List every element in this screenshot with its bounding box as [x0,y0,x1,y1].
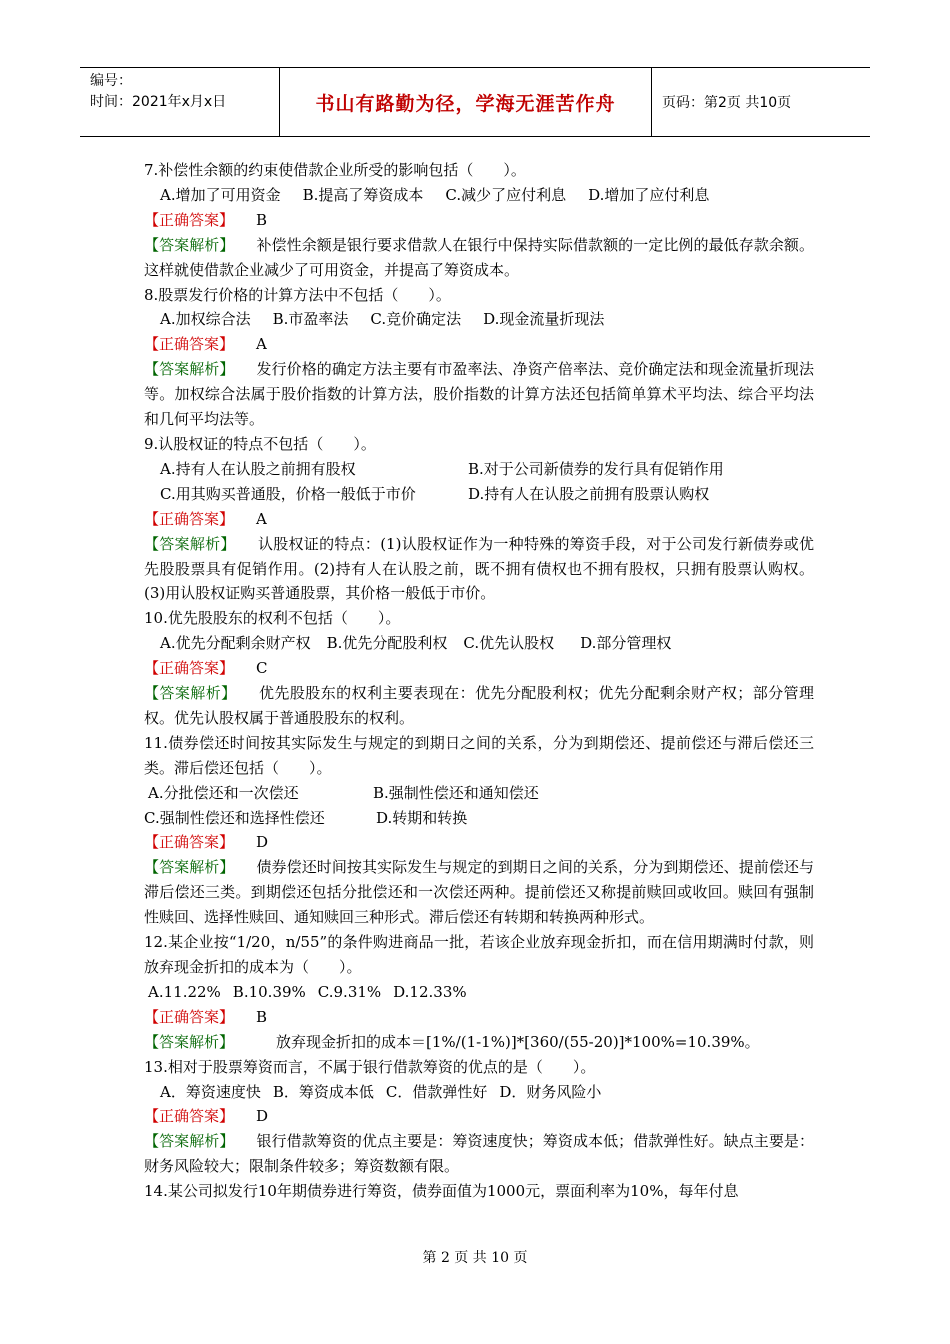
analysis-tag: 【答案解析】 [144,858,235,877]
analysis-tag: 【答案解析】 [144,235,235,254]
analysis-row [144,681,814,731]
option: B.强制性偿还和通知偿还 [373,783,539,802]
option: B.提高了筹资成本 [302,185,424,204]
option: A.分批偿还和一次偿还 [148,783,299,802]
question-options [144,482,814,507]
analysis-tag: 【答案解析】 [144,1132,235,1151]
option: A．筹资速度快 [160,1082,261,1101]
answer-value: D [256,833,269,852]
option: C.9.31% [317,982,382,1001]
analysis-row [144,1030,814,1055]
option: A.持有人在认股之前拥有股权 [160,459,356,478]
analysis-text: 银行借款筹资的优点主要是：筹资速度快；筹资成本低；借款弹性好。缺点主要是：财务风险较大；限制条件较多；筹资数额有限。 [144,1132,814,1176]
answer-value: B [256,1007,268,1026]
answer-value: B [256,210,268,229]
answer-row [144,507,814,532]
question-stem: 14.某公司拟发行10年期债券进行筹资，债券面值为1000元，票面利率为10%，每年付息 [144,1182,739,1201]
analysis-text: 认股权证的特点：(1)认股权证作为一种特殊的筹资手段，对于公司发行新债券或优先股股票具有促销作用。(2)持有人在认股之前，既不拥有债权也不拥有股权，只拥有股票认购权。(3)用认股权证购买普通股票，其价格一般低于市价。 [144,534,814,603]
question-stem: 12.某企业按“1/20，n/55”的条件购进商品一批，若该企业放弃现金折扣，而在信用期满时付款，则放弃现金折扣的成本为（ ）。 [144,933,814,976]
option: C.竞价确定法 [370,310,462,329]
question-options [144,806,814,831]
analysis-row [144,855,814,930]
analysis-row [144,1129,814,1179]
analysis-row [144,532,814,607]
analysis-tag: 【答案解析】 [144,684,237,703]
option: B.对于公司新债券的发行具有促销作用 [468,459,724,478]
header-motto: 书山有路勤为径，学海无涯苦作舟 [280,68,652,136]
question-stem: 11.债券偿还时间按其实际发生与规定的到期日之间的关系，分为到期偿还、提前偿还与滞后偿还三类。滞后偿还包括（ ）。 [144,733,814,777]
date-label: 时间：2021年x月x日 [90,94,227,110]
question-list [144,158,814,1204]
option: D.12.33% [393,982,467,1001]
analysis-text: 优先股股东的权利主要表现在：优先分配股利权；优先分配剩余财产权；部分管理权。优先认股权属于普通股股东的权利。 [144,684,814,727]
option: B.优先分配股利权 [326,634,448,653]
option: D.现金流量折现法 [483,310,605,329]
answer-tag: 【正确答案】 [144,509,235,528]
question-options [144,307,814,332]
answer-row [144,1005,814,1030]
analysis-tag: 【答案解析】 [144,534,236,553]
option: A.加权综合法 [160,310,251,329]
option: C.减少了应付利息 [445,185,567,204]
question-stem: 13.相对于股票筹资而言，不属于银行借款筹资的优点的是（ ）。 [144,1057,596,1076]
analysis-text: 补偿性余额是银行要求借款人在银行中保持实际借款额的一定比例的最低存款余额。这样就使借款企业减少了可用资金，并提高了筹资成本。 [144,235,814,279]
answer-tag: 【正确答案】 [144,210,235,229]
option: A.11.22% [148,982,221,1001]
analysis-text: 发行价格的确定方法主要有市盈率法、净资产倍率法、竞价确定法和现金流量折现法等。加权综合法属于股价指数的计算方法，股价指数的计算方法还包括简单算术平均法、综合平均法和几何平均法等。 [144,360,814,429]
answer-row [144,332,814,357]
answer-tag: 【正确答案】 [144,1107,235,1126]
answer-row [144,830,814,855]
option: C.优先认股权 [463,634,555,653]
option: D.部分管理权 [580,634,672,653]
option: C.强制性偿还和选择性偿还 [144,808,325,827]
question-options [144,1080,814,1105]
analysis-text: 放弃现金折扣的成本＝[1%/(1-1%)]*[360/(55-20)]*100%=10.39%。 [276,1032,760,1051]
option: C．借款弹性好 [385,1082,488,1101]
serial-number-label: 编号： [90,73,132,89]
answer-row [144,656,814,681]
analysis-text: 债券偿还时间按其实际发生与规定的到期日之间的关系，分为到期偿还、提前偿还与滞后偿还三类。到期偿还包括分批偿还和一次偿还两种。提前偿还又称提前赎回或收回。赎回有强制性赎回、选择性赎回、通知赎回三种形式。滞后偿还有转期和转换两种形式。 [144,858,814,927]
question-options [144,781,814,806]
question-options [144,631,814,656]
analysis-tag: 【答案解析】 [144,360,235,379]
question-stem: 8.股票发行价格的计算方法中不包括（ ）。 [144,285,451,304]
page-footer: 第 2 页 共 10 页 [422,1250,528,1266]
question-options [144,183,814,208]
option: D.转期和转换 [376,808,468,827]
answer-tag: 【正确答案】 [144,833,235,852]
answer-tag: 【正确答案】 [144,1007,235,1026]
option: D.持有人在认股之前拥有股票认购权 [468,484,710,503]
question-options [144,457,814,482]
analysis-row [144,233,814,283]
answer-value: C [256,659,268,678]
answer-value: D [256,1107,269,1126]
answer-tag: 【正确答案】 [144,335,235,354]
question-stem: 7.补偿性余额的约束使借款企业所受的影响包括（ ）。 [144,161,526,179]
analysis-row [144,357,814,432]
page-header [80,67,870,137]
option: A.优先分配剩余财产权 [160,634,311,653]
answer-tag: 【正确答案】 [144,659,235,678]
option: C.用其购买普通股，价格一般低于市价 [160,484,416,503]
option: D.增加了应付利息 [588,185,710,204]
option: A.增加了可用资金 [160,185,281,204]
question-stem: 10.优先股股东的权利不包括（ ）。 [144,609,401,628]
question-options [144,980,814,1005]
option: D．财务风险小 [499,1082,602,1101]
option: B．筹资成本低 [272,1082,374,1101]
analysis-tag: 【答案解析】 [144,1032,235,1051]
answer-row [144,1104,814,1129]
header-page-info: 页码：第2页 共10页 [662,95,792,111]
answer-value: A [256,335,267,354]
option: B.10.39% [232,982,306,1001]
answer-row [144,208,814,233]
header-meta [80,68,280,136]
option: B.市盈率法 [272,310,349,329]
question-stem: 9.认股权证的特点不包括（ ）。 [144,434,376,453]
answer-value: A [256,509,267,528]
